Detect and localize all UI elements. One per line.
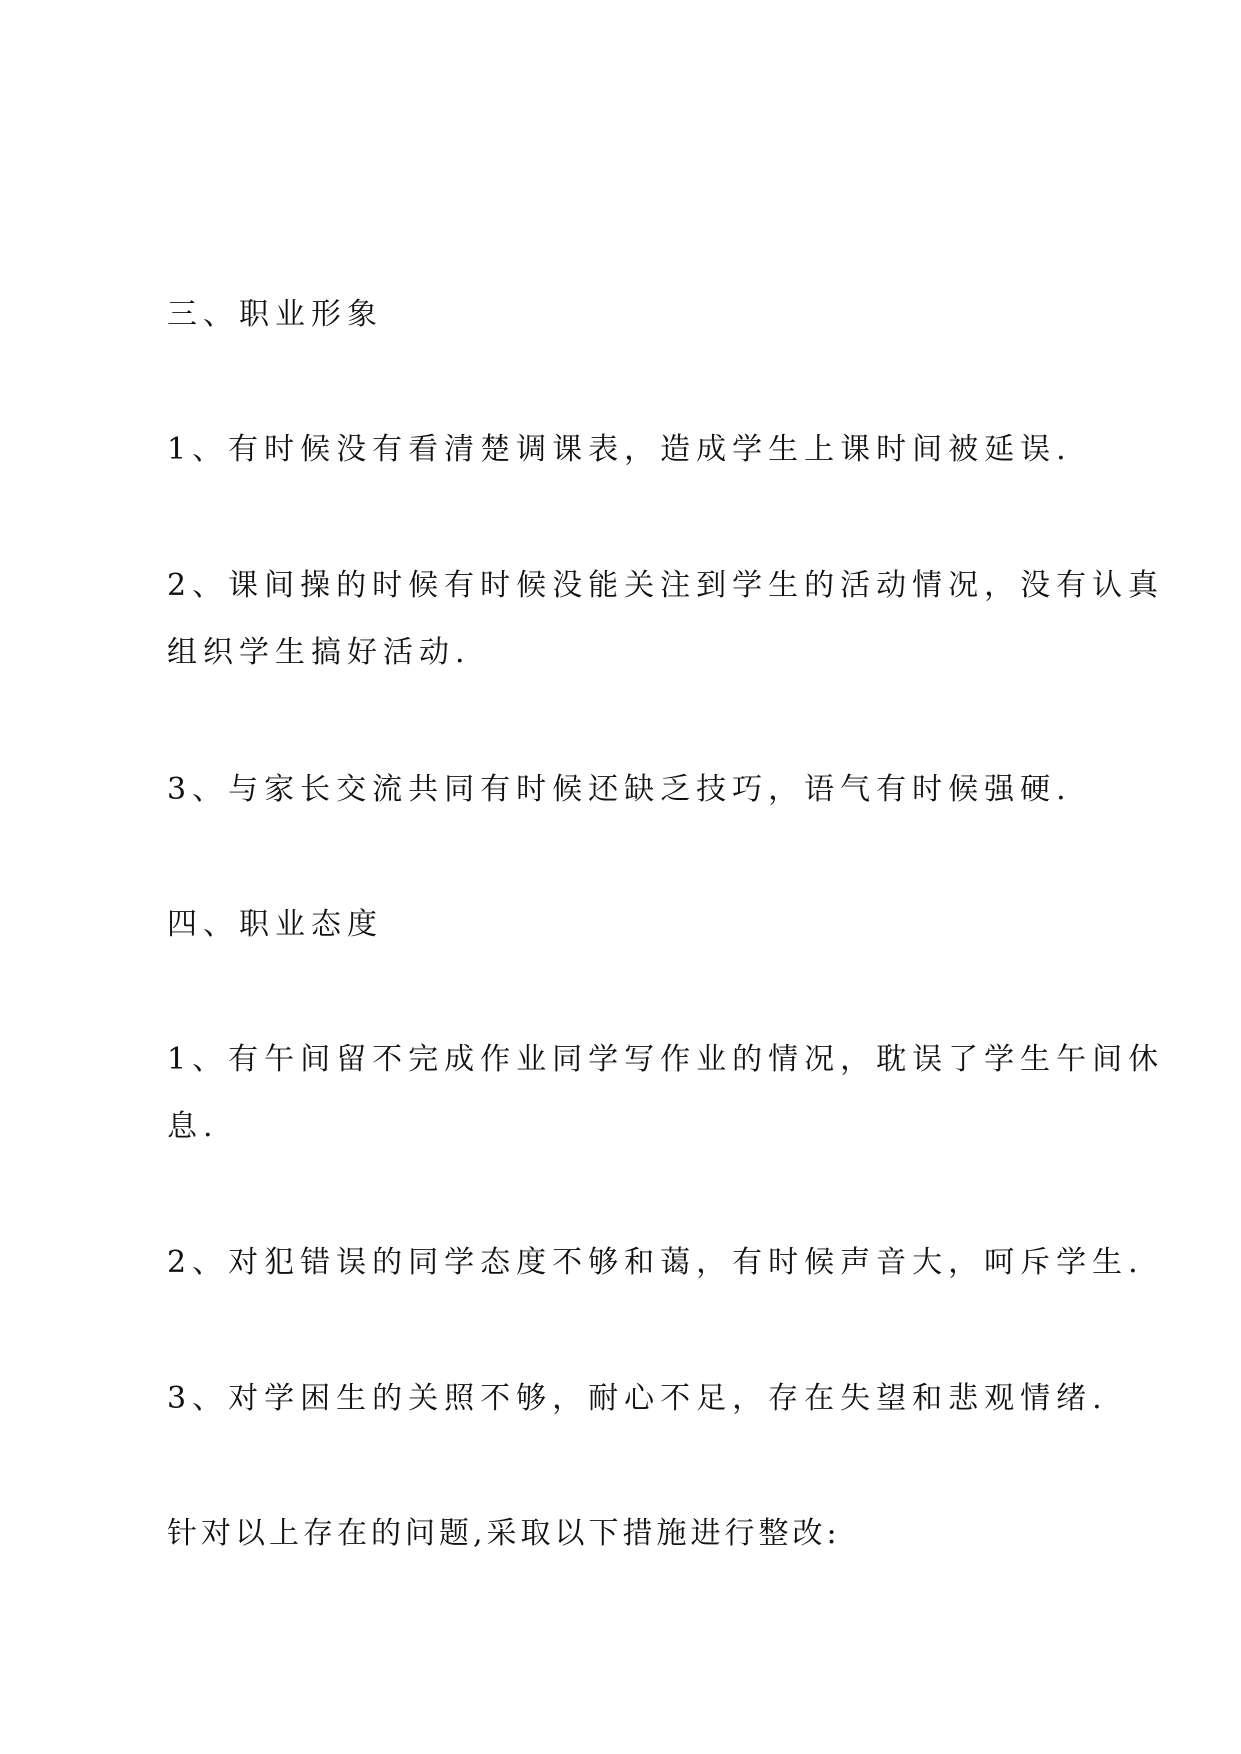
list-item-continuation: 组织学生搞好活动. xyxy=(167,635,471,670)
list-item: 1、有时候没有看清楚调课表，造成学生上课时间被延误. xyxy=(167,432,1072,467)
list-item: 2、对犯错误的同学态度不够和蔼，有时候声音大，呵斥学生. xyxy=(167,1245,1144,1280)
section-heading-professional-image: 三、职业形象 xyxy=(167,297,383,332)
closing-paragraph: 针对以上存在的问题,采取以下措施进行整改: xyxy=(167,1516,841,1551)
list-item: 2、课间操的时候有时候没能关注到学生的活动情况，没有认真 xyxy=(167,568,1165,603)
list-item: 3、对学困生的关照不够，耐心不足，存在失望和悲观情绪. xyxy=(167,1381,1108,1416)
section-heading-professional-attitude: 四、职业态度 xyxy=(167,907,383,942)
list-item: 1、有午间留不完成作业同学写作业的情况，耽误了学生午间休 xyxy=(167,1042,1165,1077)
list-item: 3、与家长交流共同有时候还缺乏技巧，语气有时候强硬. xyxy=(167,772,1072,807)
list-item-continuation: 息. xyxy=(167,1109,219,1144)
